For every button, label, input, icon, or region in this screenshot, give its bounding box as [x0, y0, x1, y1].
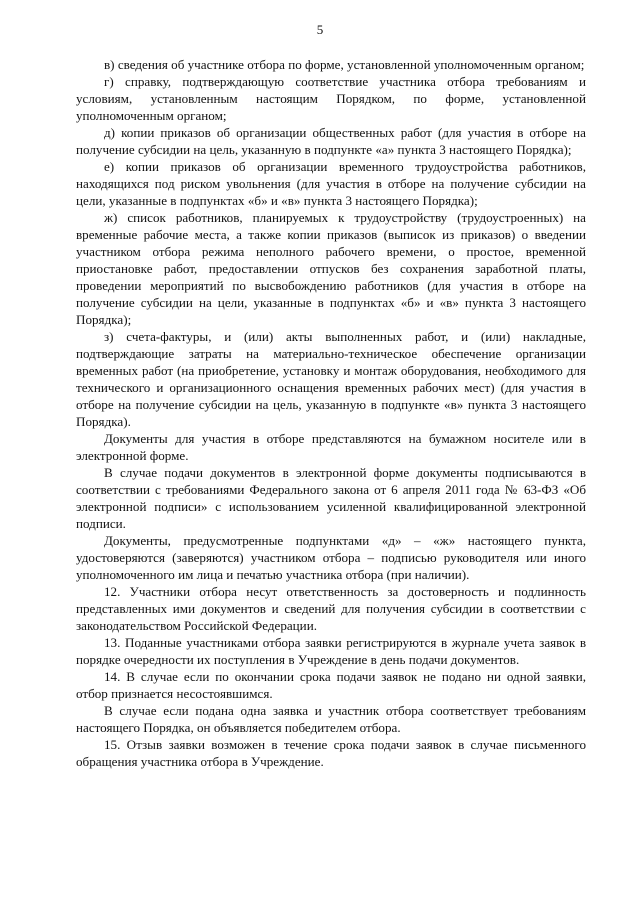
paragraph-clause-15: 15. Отзыв заявки возможен в течение срока подачи заявок в случае письменного обращения участника отбора в Учреждение. [76, 737, 586, 769]
paragraph-clause-13: 13. Поданные участниками отбора заявки регистрируются в журнале учета заявок в порядке очередности их поступления в Учреждение в день подачи документов. [76, 635, 586, 667]
paragraph-single-application: В случае если подана одна заявка и участник отбора соответствует требованиям настоящего Порядка, он объявляется победителем отбора. [76, 703, 586, 735]
document-body [76, 56, 586, 770]
paragraph-electronic-signature: В случае подачи документов в электронной форме документы подписываются в соответствии с требованиями Федерального закона от 6 апреля 2011 года № 63-ФЗ «Об электронной подписи» с использованием усиленной квалифицированной электронной подписи. [76, 465, 586, 531]
paragraph-item-g: г) справку, подтверждающую соответствие участника отбора требованиям и условиям, установленным настоящим Порядком, по форме, установленной уполномоченным органом; [76, 74, 586, 123]
paragraph-item-d: д) копии приказов об организации общественных работ (для участия в отборе на получение субсидии на цель, указанную в подпункте «а» пункта 3 настоящего Порядка); [76, 125, 586, 157]
paragraph-item-v: в) сведения об участнике отбора по форме, установленной уполномоченным органом; [104, 57, 585, 72]
paragraph-clause-12: 12. Участники отбора несут ответственность за достоверность и подлинность представленных ими документов и сведений для получения субсидии в соответствии с законодательством Российской Федерации. [76, 584, 586, 633]
paragraph-item-e: е) копии приказов об организации временного трудоустройства работников, находящихся под риском увольнения (для участия в отборе на получение субсидии на цели, указанные в подпунктах «б» и «в» пункта 3 настоящего Порядка); [76, 159, 586, 208]
paragraph-item-zh: ж) список работников, планируемых к трудоустройству (трудоустроенных) на временные рабочие места, а также копии приказов (выписок из приказов) о введении участником отбора режима неполного рабочего времени, о простое, временной приостановке работ, предоставлении отпусков без сохранения заработной платы, проведении мероприятий по высвобождению работников (для участия в отборе на получение субсидии на цели, указанные в подпунктах «б» и «в» пункта 3 настоящего Порядка); [76, 210, 586, 327]
page-number: 5 [316, 22, 324, 37]
paragraph-clause-14: 14. В случае если по окончании срока подачи заявок не подано ни одной заявки, отбор признается несостоявшимся. [76, 669, 586, 701]
paragraph-item-z: з) счета-фактуры, и (или) акты выполненных работ, и (или) накладные, подтверждающие затраты на материально-техническое обеспечение организации временных работ (на приобретение, установку и монтаж оборудования, необходимого для технического и организационного оснащения временных рабочих мест) (для участия в отборе на получение субсидии на цель, указанную в подпункте «в» пункта 3 настоящего Порядка). [76, 329, 586, 429]
paragraph-certification: Документы, предусмотренные подпунктами «д» – «ж» настоящего пункта, удостоверяются (заверяются) участником отбора – подписью руководителя или иного уполномоченного им лица и печатью участника отбора (при наличии). [76, 533, 586, 582]
paragraph-document-format: Документы для участия в отборе представляются на бумажном носителе или в электронной форме. [76, 431, 586, 463]
